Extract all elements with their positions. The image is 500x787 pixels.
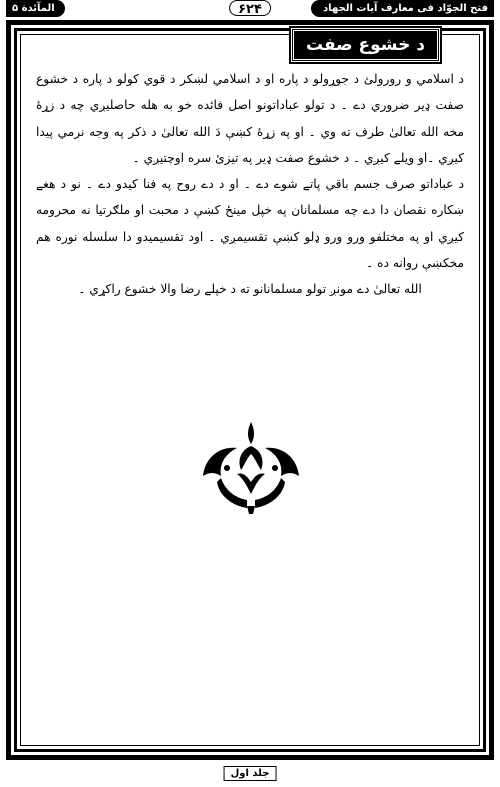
paragraph: د عباداتو صرف جسم باقي پاتے شوے دے ۔ او د دے روح په فنا کيدو دے ۔ نو د هغے ښکاره نقصان دا دے چه مسلمانان په خپل مينځ کښې د محبت او ملګرتيا نه محرومه کيږي او په مختلفو ورو ورو ډلو کښې تقسيمږي ۔ اود تقسيميدو دا سلسله نوره هم مخکښې روانه ده ۔ bbox=[36, 177, 464, 271]
body-text bbox=[36, 66, 464, 303]
page-header bbox=[6, 0, 494, 18]
book-title: فتح الجوّاد فی معارف آیات الجهاد bbox=[311, 0, 494, 17]
closing-line: الله تعالیٰ دے مونږ تولو مسلمانانو ته د خپلے رضا والا خشوع راکړي ۔ bbox=[78, 282, 422, 297]
paragraph: د اسلامي و رورولئ د جوړولو د پاره او د اسلامي لښکر د قوي کولو د پاره د خشوع صفت ډير ضروري دے ۔ د تولو عباداتونو اصل فائده خو به هله حاصليږي چه د زړهٔ مخه الله تعالیٰ طرف ته وي ۔ او په زړهٔ کښې دَ الله تعالیٰ د ذکر په وجه نرمي پيدا کيږي ۔او ويلے کيږي ۔ د خشوع صفت ډير په تيزئ سره اوچتيږي ۔ bbox=[36, 72, 464, 165]
floral-ornament-icon bbox=[197, 418, 305, 514]
page-number: ۶۲۴ bbox=[229, 0, 271, 16]
volume-label: جلد اول bbox=[224, 766, 277, 781]
section-title: د خشوع صفت bbox=[291, 28, 440, 62]
chapter-label: المآئدة ۵ bbox=[6, 0, 65, 17]
